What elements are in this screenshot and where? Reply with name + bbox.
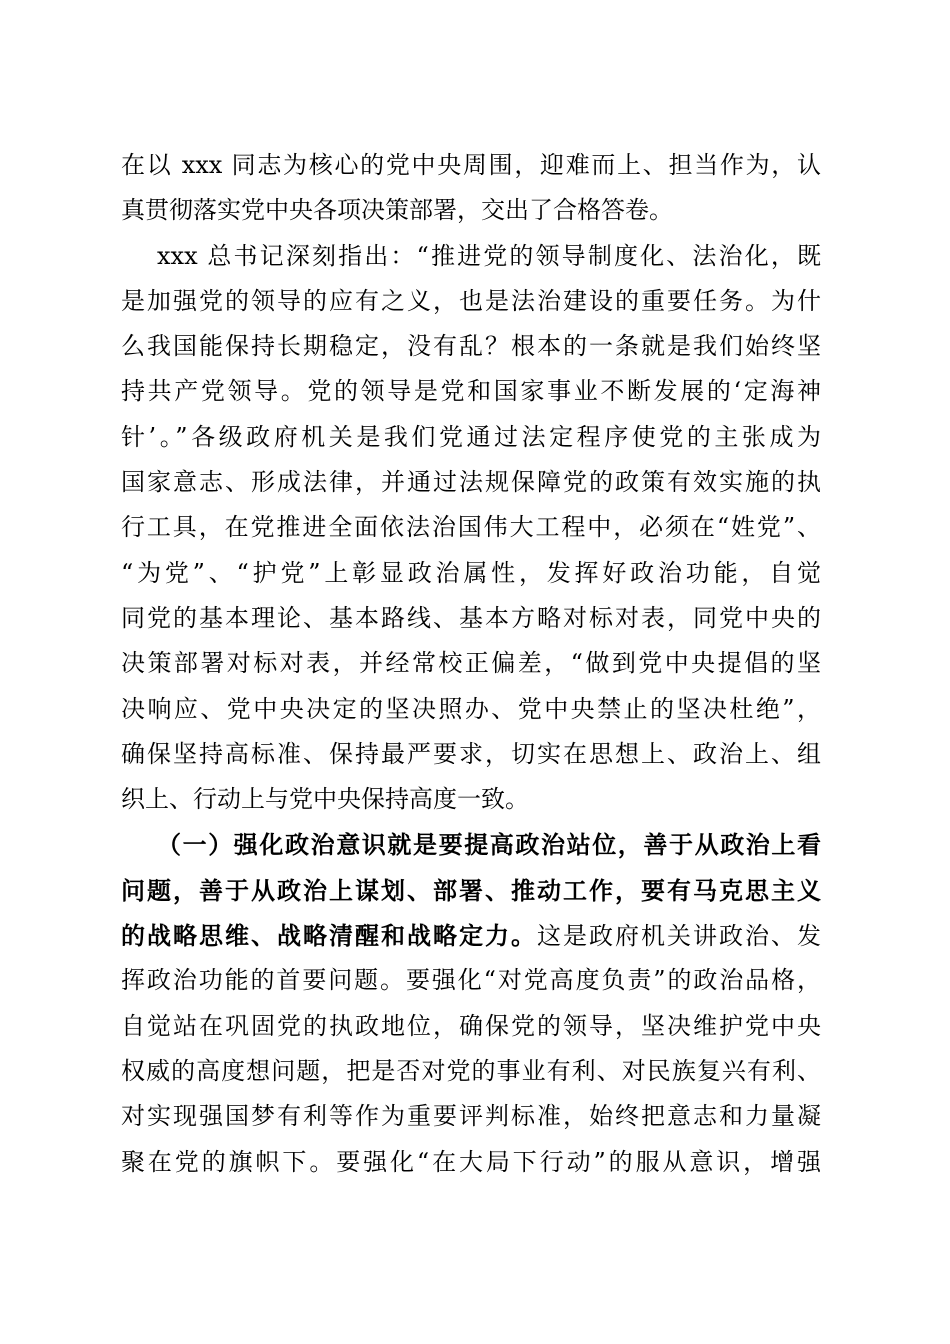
text-line: 挥政治功能的首要问题。要强化“对党高度负责”的政治品格， [121, 966, 821, 995]
text-line: 聚在党的旗帜下。要强化“在大局下行动”的服从意识，增强 [121, 1147, 821, 1176]
text-line: 织上、行动上与党中央保持高度一致。 [121, 785, 529, 814]
text-line: 么我国能保持长期稳定，没有乱？根本的一条就是我们始终坚 [121, 332, 821, 361]
paragraph [121, 234, 821, 823]
paragraph [121, 822, 821, 1184]
text-line [121, 913, 821, 958]
text-line: 同党的基本理论、基本路线、基本方略对标对表，同党中央的 [121, 603, 821, 632]
text-line: 权威的高度想问题，把是否对党的事业有利、对民族复兴有利、 [121, 1056, 821, 1085]
text-line: xxx 总书记深刻指出：“推进党的领导制度化、法治化，既 [157, 241, 821, 270]
heading-line: （一）强化政治意识就是要提高政治站位，善于从政治上看 [157, 830, 821, 860]
heading-segment: 的战略思维、战略清醒和战略定力。 [121, 921, 537, 951]
text-line: “为党”、“护党”上彰显政治属性，发挥好政治功能，自觉 [121, 558, 821, 587]
text-line: 在以 xxx 同志为核心的党中央周围，迎难而上、担当作为，认 [121, 151, 821, 179]
text-line: 针’。”各级政府机关是我们党通过法定程序使党的主张成为 [121, 422, 821, 451]
paragraph [121, 143, 821, 234]
text-line: 国家意志、形成法律，并通过法规保障党的政策有效实施的执 [121, 468, 821, 497]
heading-line: 问题，善于从政治上谋划、部署、推动工作，要有马克思主义 [121, 875, 821, 905]
text-line: 确保坚持高标准、保持最严要求，切实在思想上、政治上、组 [121, 739, 821, 768]
text-line: 真贯彻落实党中央各项决策部署，交出了合格答卷。 [121, 196, 673, 225]
text-segment: 这是政府机关讲政治、发 [537, 922, 821, 951]
text-line: 决响应、党中央决定的坚决照办、党中央禁止的坚决杜绝”， [121, 694, 821, 723]
text-line: 持共产党领导。党的领导是党和国家事业不断发展的‘定海神 [121, 377, 821, 406]
text-line: 是加强党的领导的应有之义，也是法治建设的重要任务。为什 [121, 286, 821, 315]
text-line: 决策部署对标对表，并经常校正偏差，“做到党中央提倡的坚 [121, 649, 821, 678]
text-line: 自觉站在巩固党的执政地位，确保党的领导，坚决维护党中央 [121, 1011, 821, 1040]
text-line: 对实现强国梦有利等作为重要评判标准，始终把意志和力量凝 [121, 1102, 821, 1131]
text-line: 行工具，在党推进全面依法治国伟大工程中，必须在“姓党”、 [121, 513, 821, 542]
document-body [121, 143, 821, 1185]
